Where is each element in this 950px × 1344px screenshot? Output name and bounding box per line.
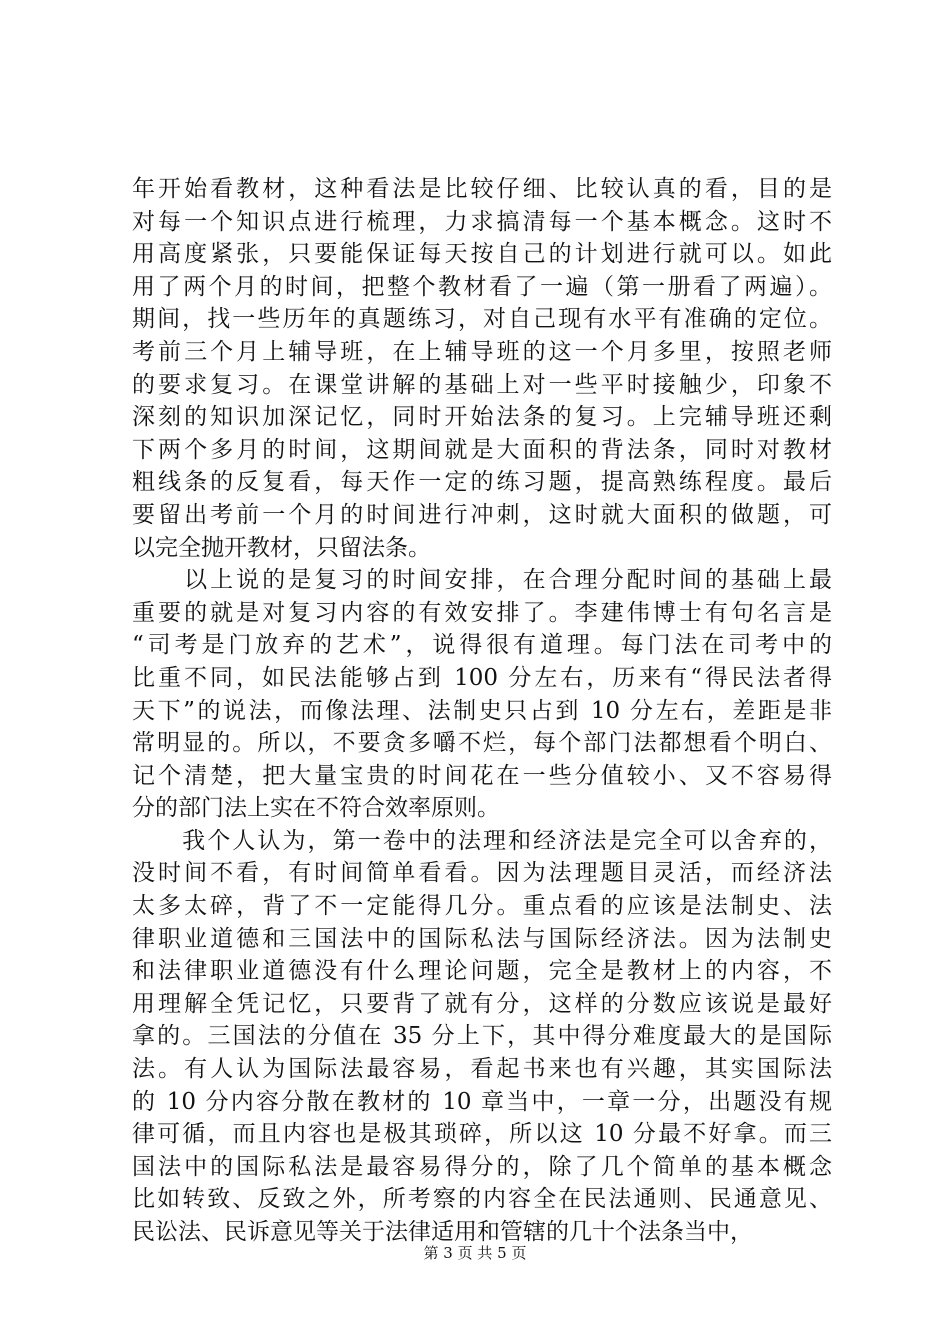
text-line: 用高度紧张，只要能保证每天按自己的计划进行就可以。如此 <box>132 241 832 268</box>
text-line: 比如转致、反致之外，所考察的内容全在民法通则、民通意见、 <box>132 1186 832 1213</box>
text-line: 比重不同，如民法能够占到 100 分左右，历来有“得民法者得 <box>132 664 832 691</box>
text-line: 太多太碎，背了不一定能得几分。重点看的应该是法制史、法 <box>132 893 832 920</box>
text-line: 分的部门法上实在不符合效率原则。 <box>132 795 500 822</box>
text-line: 国法中的国际私法是最容易得分的，除了几个简单的基本概念 <box>132 1153 832 1180</box>
text-line: 记个清楚，把大量宝贵的时间花在一些分值较小、又不容易得 <box>132 762 832 789</box>
text-line: 以完全抛开教材，只留法条。 <box>132 534 431 561</box>
text-line: 用了两个月的时间，把整个教材看了一遍（第一册看了两遍）。 <box>132 273 832 300</box>
text-line: 期间，找一些历年的真题练习，对自己现有水平有准确的定位。 <box>132 306 832 333</box>
text-line: 律职业道德和三国法中的国际私法与国际经济法。因为法制史 <box>132 925 832 952</box>
text-line: 深刻的知识加深记忆，同时开始法条的复习。上完辅导班还剩 <box>132 404 832 431</box>
text-line: 的要求复习。在课堂讲解的基础上对一些平时接触少，印象不 <box>132 371 832 398</box>
body-text <box>132 173 832 1249</box>
text-line: 没时间不看，有时间简单看看。因为法理题目灵活，而经济法 <box>132 860 832 887</box>
page-footer: 第 3 页 共 5 页 <box>423 1244 527 1262</box>
text-line: 用理解全凭记忆，只要背了就有分，这样的分数应该说是最好 <box>132 990 832 1017</box>
text-line: 下两个多月的时间，这期间就是大面积的背法条，同时对教材 <box>132 436 832 463</box>
text-line: 常明显的。所以，不要贪多嚼不烂，每个部门法都想看个明白、 <box>132 730 832 757</box>
text-line: 对每一个知识点进行梳理，力求搞清每一个基本概念。这时不 <box>132 208 832 235</box>
paragraph <box>132 825 832 1249</box>
text-line: 粗线条的反复看，每天作一定的练习题，提高熟练程度。最后 <box>132 469 832 496</box>
text-line: 民讼法、民诉意见等关于法律适用和管辖的几十个法条当中， <box>132 1219 753 1245</box>
text-line: 年开始看教材，这种看法是比较仔细、比较认真的看，目的是 <box>132 176 832 202</box>
text-line: 法。有人认为国际法最容易，看起书来也有兴趣，其实国际法 <box>132 1056 832 1083</box>
text-line: 重要的就是对复习内容的有效安排了。李建伟博士有句名言是 <box>132 599 832 626</box>
text-line: 要留出考前一个月的时间进行冲刺，这时就大面积的做题，可 <box>132 501 832 528</box>
text-line: 我个人认为，第一卷中的法理和经济法是完全可以舍弃的， <box>132 827 832 854</box>
text-line: 律可循，而且内容也是极其琐碎，所以这 10 分最不好拿。而三 <box>132 1121 832 1148</box>
text-line: 以上说的是复习的时间安排，在合理分配时间的基础上最 <box>132 567 832 594</box>
text-line: 考前三个月上辅导班，在上辅导班的这一个月多里，按照老师 <box>132 338 832 365</box>
paragraph <box>132 564 832 825</box>
text-line: 天下”的说法，而像法理、法制史只占到 10 分左右，差距是非 <box>132 697 832 724</box>
text-line: 的 10 分内容分散在教材的 10 章当中，一章一分，出题没有规 <box>132 1088 832 1115</box>
text-line: “司考是门放弃的艺术”，说得很有道理。每门法在司考中的 <box>132 632 832 659</box>
text-line: 拿的。三国法的分值在 35 分上下，其中得分难度最大的是国际 <box>132 1023 832 1050</box>
text-line: 和法律职业道德没有什么理论问题，完全是教材上的内容，不 <box>132 958 832 985</box>
paragraph <box>132 173 832 564</box>
